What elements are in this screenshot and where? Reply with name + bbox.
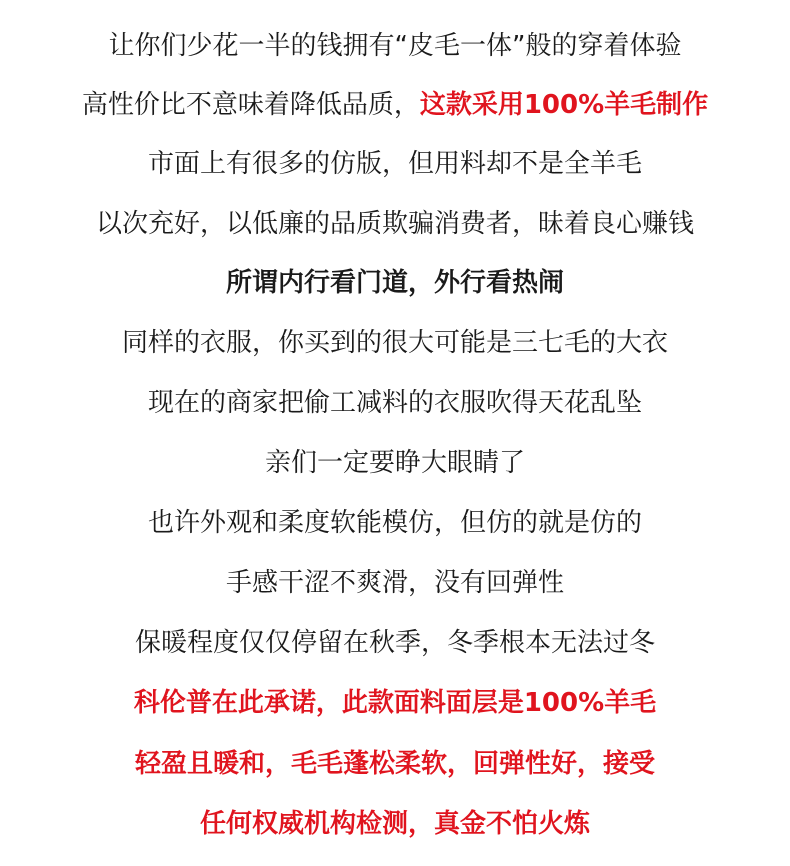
text-line-2 [0,88,790,122]
text-line-9: 也许外观和柔度软能模仿，但仿的就是仿的 [147,508,642,538]
text-line-3: 市面上有很多的仿版，但用料却不是全羊毛 [147,149,642,179]
text-line-10: 手感干涩不爽滑，没有回弹性 [225,568,564,598]
text-line-13: 轻盈且暖和，毛毛蓬松柔软，回弹性好，接受 [134,749,655,779]
text-line-2-prefix: 高性价比不意味着降低品质， [81,90,420,120]
text-line-6: 同样的衣服，你买到的很大可能是三七毛的大衣 [121,328,668,358]
text-line-2-highlight: 这款采用100%羊毛制作 [419,90,709,120]
text-line-11: 保暖程度仅仅停留在秋季，冬季根本无法过冬 [134,628,655,658]
text-line-5: 所谓内行看门道，外行看热闹 [225,268,564,298]
text-line-12: 科伦普在此承诺，此款面料面层是100%羊毛 [133,688,657,718]
text-line-14: 任何权威机构检测，真金不怕火炼 [199,809,590,839]
text-line-8: 亲们一定要睁大眼睛了 [264,448,525,478]
text-line-7: 现在的商家把偷工减料的衣服吹得天花乱坠 [147,388,642,418]
text-line-4: 以次充好，以低廉的品质欺骗消费者，昧着良心赚钱 [95,209,694,239]
text-line-1: 让你们少花一半的钱拥有“皮毛一体”般的穿着体验 [108,31,682,61]
